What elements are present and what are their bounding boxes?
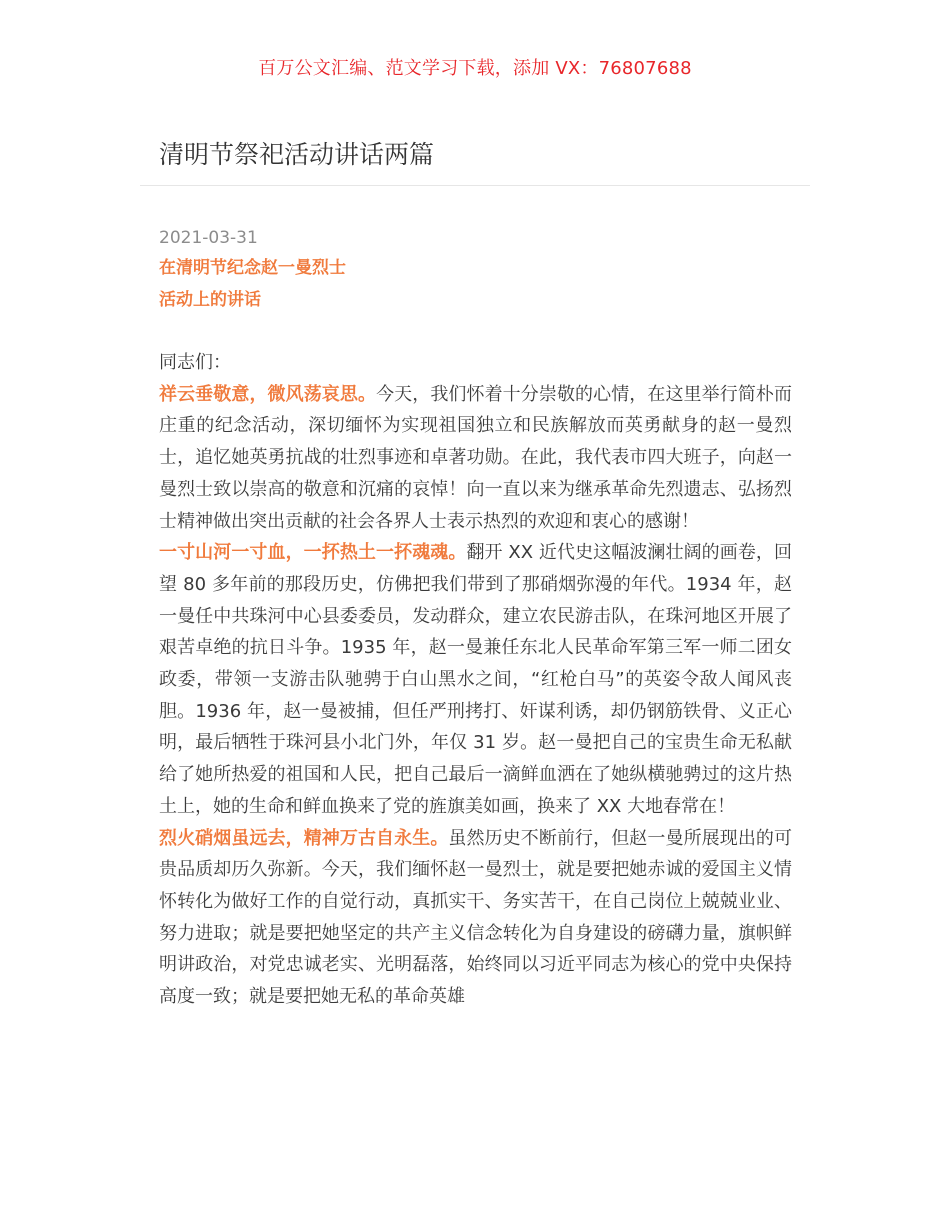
speech-subtitle-line1: 在清明节纪念赵一曼烈士: [159, 258, 346, 278]
paragraph-lead: 烈火硝烟虽远去，精神万古自永生。: [159, 827, 449, 849]
paragraph-1: [159, 379, 792, 538]
paragraph-text: 虽然历史不断前行，但赵一曼所展现出的可贵品质却历久弥新。今天，我们缅怀赵一曼烈士，就是要把她赤诚的爱国主义情怀转化为做好工作的自觉行动，真抓实干、务实苦干，在自己岗位上兢兢业业、努力进取；就是要把她坚定的共产主义信念转化为自身建设的磅礴力量，旗帜鲜明讲政治，对党忠诚老实、光明磊落，始终同以习近平同志为核心的党中央保持高度一致；就是要把她无私的革命英雄: [159, 827, 793, 1008]
speech-subtitle-line2: 活动上的讲话: [159, 290, 261, 310]
publish-date: 2021-03-31: [159, 228, 258, 248]
paragraph-lead: 祥云垂敬意，微风荡哀思。: [159, 383, 377, 405]
article-body: [159, 347, 792, 1013]
paragraph-text: 翻开 XX 近代史这幅波澜壮阔的画卷，回望 80 多年前的那段历史，仿佛把我们带到了那硝烟弥漫的年代。1934 年，赵一曼任中共珠河中心县委委员，发动群众，建立农民游击队，在珠河地区开展了艰苦卓绝的抗日斗争。1935 年，赵一曼兼任东北人民革命军第三军一师二团女政委，带领一支游击队驰骋于白山黑水之间，“红枪白马”的英姿令敌人闻风丧胆。1936 年，赵一曼被捕，但任严刑拷打、奸谋利诱，却仍钢筋铁骨、义正心明，最后牺牲于珠河县小北门外，年仅 31 岁。赵一曼把自己的宝贵生命无私献给了她所热爱的祖国和人民，把自己最后一滴鲜血洒在了她纵横驰骋过的这片热土上，她的生命和鲜血换来了党的旌旗美如画，换来了 XX 大地春常在！: [159, 542, 793, 817]
paragraph-text: 今天，我们怀着十分崇敬的心情，在这里举行简朴而庄重的纪念活动，深切缅怀为实现祖国独立和民族解放而英勇献身的赵一曼烈士，追忆她英勇抗战的壮烈事迹和卓著功勋。在此，我代表市四大班子，向赵一曼烈士致以崇高的敬意和沉痛的哀悼！向一直以来为继承革命先烈遗志、弘扬烈士精神做出突出贡献的社会各界人士表示热烈的欢迎和衷心的感谢！: [159, 383, 793, 532]
promo-banner: 百万公文汇编、范文学习下载，添加 VX：76807688: [258, 58, 692, 79]
paragraph-3: [159, 823, 792, 1013]
paragraph-lead: 一寸山河一寸血，一抔热土一抔魂魂。: [159, 542, 467, 564]
title-header: [140, 136, 810, 186]
paragraph-2: [159, 537, 792, 822]
page-title: 清明节祭祀活动讲话两篇: [159, 140, 435, 169]
salutation: 同志们：: [159, 352, 231, 373]
